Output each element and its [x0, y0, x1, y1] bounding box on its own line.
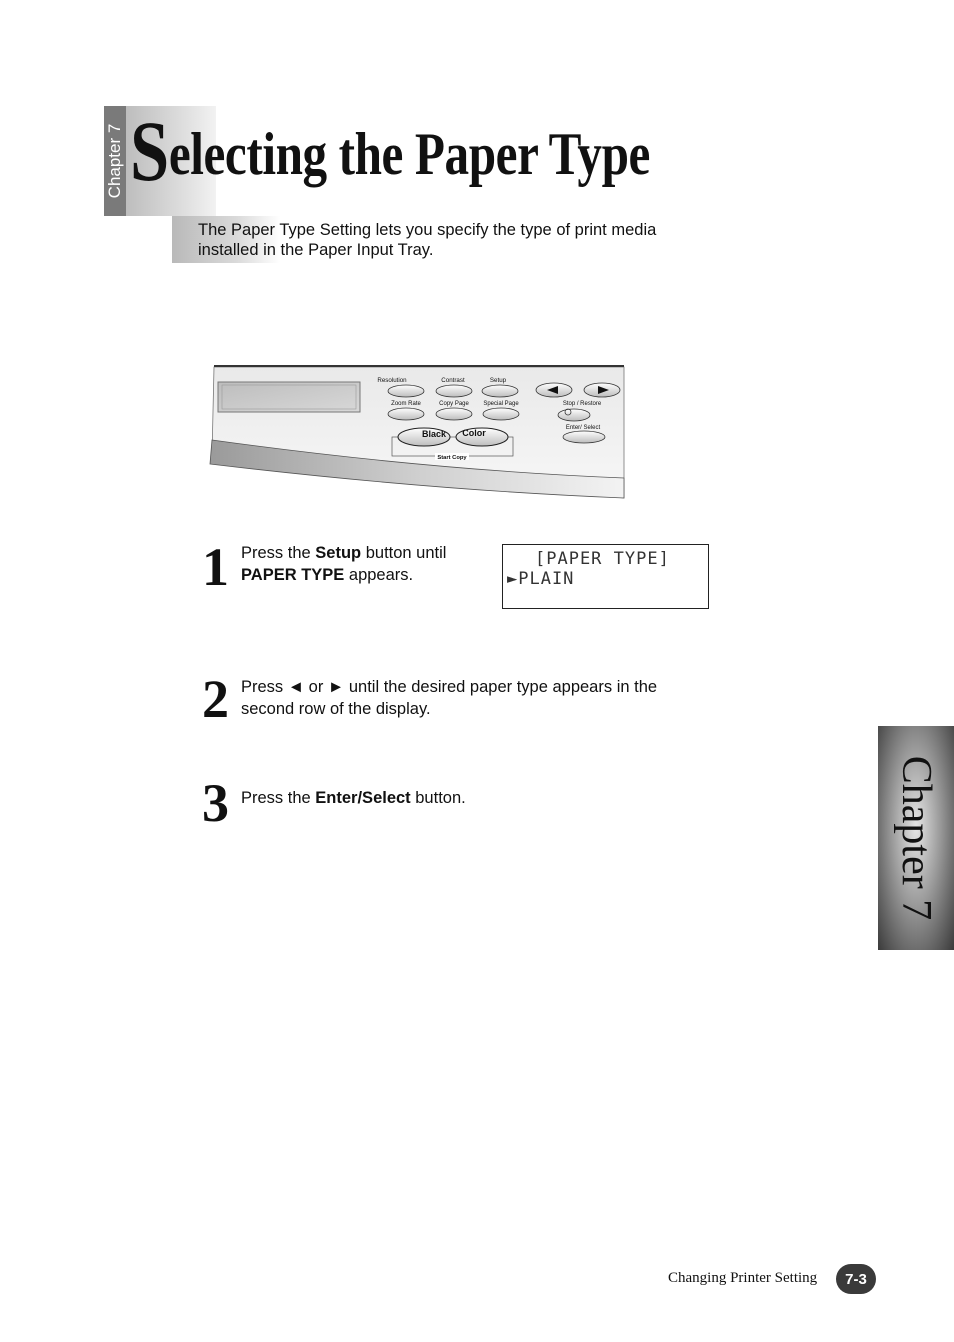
enter-select-label: Enter/ Select: [565, 425, 601, 431]
chapter-tab-label: Chapter 7: [105, 123, 124, 199]
control-panel-illustration: [208, 360, 628, 505]
black-button-label: Black: [421, 429, 447, 439]
enter-select-bold: Enter/Select: [315, 789, 411, 807]
special-page-label: Special Page: [483, 401, 519, 407]
title-drop-cap: S: [130, 103, 169, 199]
lcd-row-2: ►PLAIN: [507, 569, 575, 589]
stop-restore-label: Stop / Restore: [562, 401, 602, 407]
zoom-rate-label: Zoom Rate: [391, 401, 421, 407]
color-button-label: Color: [462, 428, 486, 438]
chapter-side-tab: [878, 726, 954, 950]
panel-top-buttons: [377, 377, 518, 397]
page-number-badge: 7-3: [836, 1264, 876, 1294]
step-3-text: Press the Enter/Select button.: [241, 789, 466, 807]
chapter-side-tab-label: Chapter 7: [893, 755, 939, 921]
lcd-row-1: [PAPER TYPE]: [535, 549, 670, 569]
resolution-label: Resolution: [377, 377, 407, 384]
chapter-tab-left: [104, 106, 126, 216]
lcd-display: [502, 544, 709, 609]
footer-section-title: Changing Printer Setting: [668, 1270, 818, 1286]
intro-paragraph: The Paper Type Setting lets you specify the type of print media installed in the Paper Input Tray.: [198, 221, 657, 259]
step-1-text: Press the Setup button until PAPER TYPE appears.: [241, 544, 447, 584]
paper-type-bold: PAPER TYPE: [241, 566, 345, 584]
setup-bold: Setup: [315, 544, 362, 562]
copy-page-label: Copy Page: [439, 401, 469, 407]
step-number-2: 2: [202, 669, 229, 729]
panel-mid-buttons: [388, 401, 519, 420]
step-2-text: Press ◄ or ► until the desired paper type appears in the second row of the display.: [241, 678, 658, 718]
contrast-label: Contrast: [441, 377, 465, 384]
title-text: electing the Paper Type: [168, 121, 650, 187]
step-number-3: 3: [202, 773, 229, 833]
setup-label: Setup: [489, 377, 507, 384]
start-copy-label: Start Copy: [437, 455, 467, 461]
page-title: [130, 103, 650, 199]
step-number-1: 1: [202, 537, 229, 597]
